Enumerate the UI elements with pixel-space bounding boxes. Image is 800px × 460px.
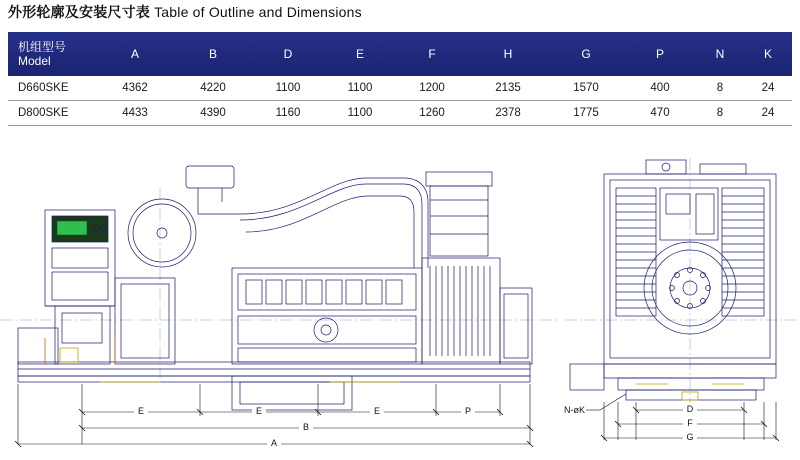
table-header-f: F [396,32,468,76]
cell-k: 24 [744,101,792,126]
cell-e: 1100 [324,101,396,126]
page-title [8,2,362,22]
cell-h: 2135 [468,76,548,101]
drawing-svg [0,148,800,460]
dim-label-d: D [686,404,694,414]
cell-f: 1260 [396,101,468,126]
dim-label-a: A [270,438,278,448]
dim-label-g: G [686,432,694,442]
cell-e: 1100 [324,76,396,101]
cell-d: 1100 [252,76,324,101]
cell-p: 400 [624,76,696,101]
cell-a: 4433 [96,101,174,126]
cell-a: 4362 [96,76,174,101]
cell-d: 1160 [252,101,324,126]
dimensions-table-wrapper [8,32,792,126]
table-header-k: K [744,32,792,76]
dim-label-e2: E [255,406,263,416]
cell-n: 8 [696,76,744,101]
cell-g: 1775 [548,101,624,126]
table-row [8,76,792,101]
dim-label-e1: E [137,406,145,416]
note-n-phi-k: N-øK [564,405,585,415]
cell-h: 2378 [468,101,548,126]
cell-n: 8 [696,101,744,126]
table-row [8,101,792,126]
table-header-e: E [324,32,396,76]
table-header-g: G [548,32,624,76]
display-screen [57,221,87,235]
cell-model: D800SKE [8,101,96,126]
cell-f: 1200 [396,76,468,101]
table-header-h: H [468,32,548,76]
cell-g: 1570 [548,76,624,101]
table-header-model-line1: 机组型号 [18,40,67,54]
dimensions-table [8,32,792,126]
cell-k: 24 [744,76,792,101]
dim-label-p: P [464,406,472,416]
cell-model: D660SKE [8,76,96,101]
cell-b: 4390 [174,101,252,126]
cell-p: 470 [624,101,696,126]
dim-label-b: B [302,422,310,432]
page-title-cn: 外形轮廓及安装尺寸表 [8,4,150,20]
table-header-model-line2: Model [18,54,51,68]
table-header-p: P [624,32,696,76]
technical-drawing [0,148,800,460]
dim-label-f: F [687,418,693,428]
table-header-a: A [96,32,174,76]
table-header-d: D [252,32,324,76]
table-header-model [8,32,96,76]
table-header-b: B [174,32,252,76]
table-header-row [8,32,792,76]
cell-b: 4220 [174,76,252,101]
table-header-n: N [696,32,744,76]
dim-label-e3: E [373,406,381,416]
page-title-en: Table of Outline and Dimensions [154,4,362,20]
